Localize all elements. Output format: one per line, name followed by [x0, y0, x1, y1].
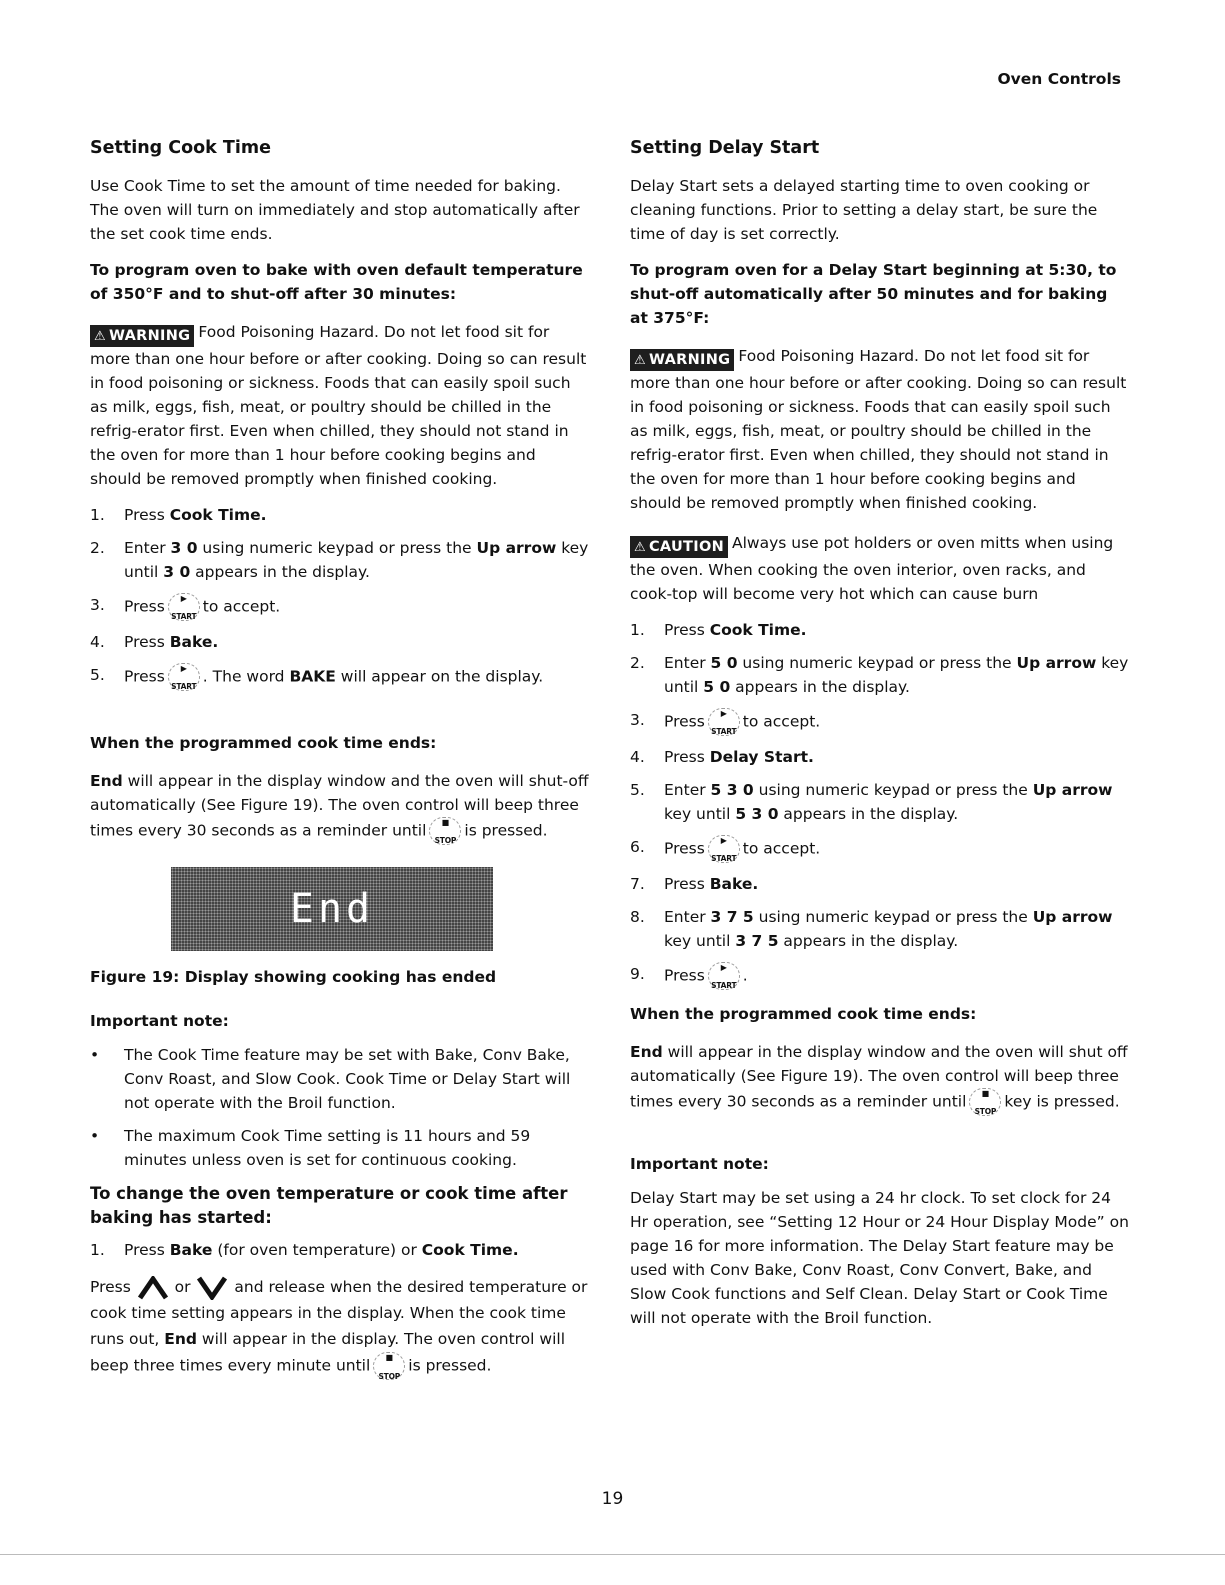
warning-triangle-icon: ⚠	[634, 540, 646, 555]
change-steps	[90, 1238, 590, 1262]
warning-badge: ⚠ WARNING	[90, 325, 194, 347]
list-item: 4. Press Bake.	[90, 633, 219, 651]
list-item: 1. Press Bake (for oven temperature) or Cook Time.	[90, 1241, 519, 1259]
caution-paragraph: ⚠ CAUTION Always use pot holders or oven mitts when using the oven. When cooking the oven interior, oven racks, and cook-top will become very hot which can cause burn	[630, 534, 1114, 603]
list-item: 4. Press Delay Start.	[630, 748, 814, 766]
delay-start-steps	[630, 618, 1130, 990]
list-item: 1. Press Cook Time.	[630, 621, 807, 639]
important-note-heading: Important note:	[630, 1155, 769, 1173]
right-column	[630, 138, 1130, 1330]
list-item: 1. Press Cook Time.	[90, 506, 267, 524]
list-item: 5. Enter 5 3 0 using numeric keypad or press the Up arrow key until 5 3 0 appears in the display.	[630, 781, 1113, 823]
program-heading: To program oven to bake with oven default temperature of 350°F and to shut-off after 30 minutes:	[90, 261, 583, 303]
section-title-cook-time: Setting Cook Time	[90, 138, 271, 158]
change-heading: To change the oven temperature or cook time after baking has started:	[90, 1184, 568, 1227]
up-arrow-icon	[138, 1276, 168, 1300]
ends-heading: When the programmed cook time ends:	[630, 1005, 977, 1023]
caution-badge: ⚠ CAUTION	[630, 536, 728, 558]
warning-paragraph: ⚠ WARNING Food Poisoning Hazard. Do not let food sit for more than one hour before or after cooking. Doing so can result in food poisoning or sickness. Foods that can easily spoil such as milk, eggs, fish, meat, or poultry should be chilled in the refrig-erator first. Even when chilled, they should not stand in the oven for more than 1 hour before cooking begins and should be removed promptly when finished cooking.	[90, 323, 587, 488]
cook-time-steps	[90, 503, 590, 691]
list-item: 8. Enter 3 7 5 using numeric keypad or press the Up arrow key until 3 7 5 appears in the display.	[630, 908, 1113, 950]
section-title-delay-start: Setting Delay Start	[630, 138, 820, 158]
display-text: End	[289, 886, 375, 932]
start-key-icon: ▶ START	[708, 708, 740, 736]
important-note-heading: Important note:	[90, 1012, 229, 1030]
stop-key-icon: ■ STOP	[429, 817, 461, 845]
warning-badge: ⚠ WARNING	[630, 349, 734, 371]
warning-paragraph: ⚠ WARNING Food Poisoning Hazard. Do not let food sit for more than one hour before or after cooking. Doing so can result in food poisoning or sickness. Foods that can easily spoil such as milk, eggs, fish, meat, or poultry should be chilled in the refrig-erator first. Even when chilled, they should not stand in the oven for more than 1 hour before cooking begins and should be removed promptly when finished cooking.	[630, 347, 1127, 512]
list-item: • The Cook Time feature may be set with Bake, Conv Bake, Conv Roast, and Slow Cook. Cook Time or Delay Start will not operate with the Broil function.	[90, 1046, 571, 1112]
list-item: 6. Press ▶ START to accept.	[630, 836, 821, 863]
list-item: 2. Enter 5 0 using numeric keypad or press the Up arrow key until 5 0 appears in the display.	[630, 654, 1129, 696]
warning-triangle-icon: ⚠	[634, 353, 646, 368]
page-header: Oven Controls	[997, 70, 1121, 88]
left-column	[90, 138, 590, 1380]
start-key-icon: ▶ START	[168, 663, 200, 691]
display-figure	[171, 867, 493, 951]
final-paragraph: Press or and release when the desired temperature or cook time setting appears in the display. When the cook time runs out, End will appear in the display. The oven control will beep three times every minute until ■ STOP is pressed.	[90, 1274, 590, 1380]
page-bottom-rule	[0, 1554, 1225, 1555]
ends-paragraph: End will appear in the display window and the oven will shut off automatically (See Figure 19). The oven control will beep three times every 30 seconds as a reminder until ■ STOP key is pressed.	[630, 1043, 1128, 1116]
list-item: 2. Enter 3 0 using numeric keypad or press the Up arrow key until 3 0 appears in the display.	[90, 539, 589, 581]
delay-start-intro: Delay Start sets a delayed starting time to oven cooking or cleaning functions. Prior to setting a delay start, be sure the time of day is set correctly.	[630, 177, 1098, 243]
important-notes	[90, 1043, 590, 1172]
figure-caption: Figure 19: Display showing cooking has ended	[90, 968, 497, 986]
program-heading: To program oven for a Delay Start beginning at 5:30, to shut-off automatically after 50 minutes and for baking at 375°F:	[630, 261, 1117, 327]
list-item: 9. Press ▶ START .	[630, 963, 748, 990]
ends-paragraph: End will appear in the display window and the oven will shut-off automatically (See Figure 19). The oven control will beep three times every 30 seconds as a reminder until ■ STOP is pressed.	[90, 772, 589, 845]
ends-heading: When the programmed cook time ends:	[90, 734, 437, 752]
page-number: 19	[601, 1489, 624, 1509]
start-key-icon: ▶ START	[708, 962, 740, 990]
cook-time-intro: Use Cook Time to set the amount of time needed for baking. The oven will turn on immediately and stop automatically after the set cook time ends.	[90, 177, 580, 243]
list-item: 3. Press ▶ START to accept.	[90, 594, 281, 621]
list-item: 5. Press ▶ START . The word BAKE will appear on the display.	[90, 664, 544, 691]
start-key-icon: ▶ START	[708, 835, 740, 863]
list-item: 7. Press Bake.	[630, 875, 759, 893]
list-item: • The maximum Cook Time setting is 11 hours and 59 minutes unless oven is set for continuous cooking.	[90, 1127, 531, 1169]
start-key-icon: ▶ START	[168, 593, 200, 621]
down-arrow-icon	[197, 1276, 227, 1300]
warning-triangle-icon: ⚠	[94, 329, 106, 344]
list-item: 3. Press ▶ START to accept.	[630, 709, 821, 736]
stop-key-icon: ■ STOP	[373, 1352, 405, 1380]
stop-key-icon: ■ STOP	[969, 1088, 1001, 1116]
important-note-text: Delay Start may be set using a 24 hr clock. To set clock for 24 Hr operation, see “Setting 12 Hour or 24 Hour Display Mode” on page 16 for more information. The Delay Start feature may be used with Conv Bake, Conv Roast, Conv Convert, Bake, and Slow Cook functions and Self Clean. Delay Start or Cook Time will not operate with the Broil function.	[630, 1189, 1129, 1327]
